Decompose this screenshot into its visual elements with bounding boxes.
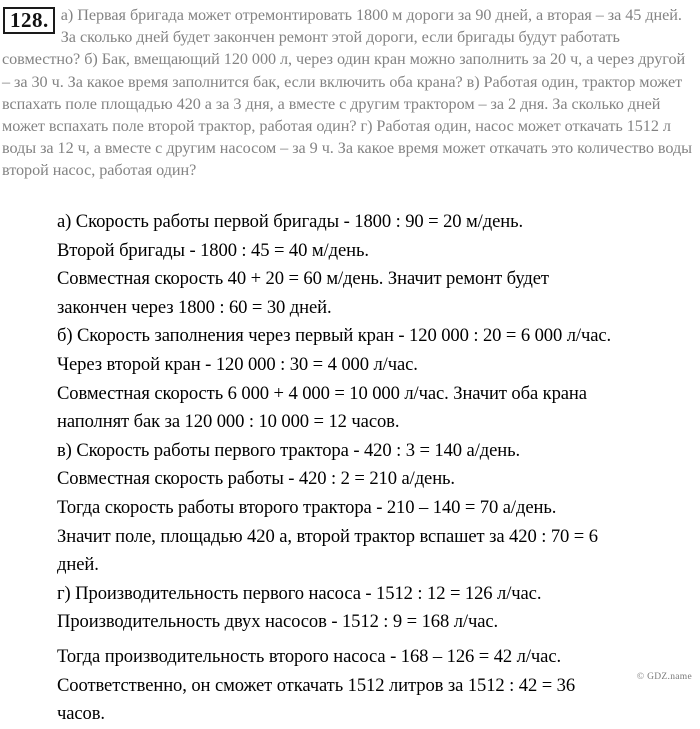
solution-line: Тогда скорость работы второго трактора - 210 – 140 = 70 а/день. — [57, 496, 557, 518]
solution-line: б) Скорость заполнения через первый кран - 120 000 : 20 = 6 000 л/час. — [57, 325, 612, 347]
solution-line: Второй бригады - 1800 : 45 = 40 м/день. — [57, 239, 369, 261]
solution-block — [57, 208, 672, 729]
solution-line: Совместная скорость 40 + 20 = 60 м/день. Значит ремонт будет — [57, 268, 549, 290]
solution-line: наполнят бак за 120 000 : 10 000 = 12 часов. — [57, 411, 400, 433]
solution-line: Значит поле, площадью 420 а, второй трактор вспашет за 420 : 70 = 6 — [57, 525, 598, 547]
problem-paragraph-d: г) Работая один, насос может откачать 1512 л воды за 12 ч, а вместе с другим насосом – за 9 ч. За какое время может откачать это количество воды второй насос, работая один? — [2, 117, 692, 180]
copyright-watermark: © GDZ.name — [636, 672, 692, 682]
problem-paragraph-a: а) Первая бригада может отремонтировать 1800 м дороги за 90 дней, а вторая – за 45 дней. За сколько дней будет закончен ремонт этой дороги, если бригады будут работать совместно? — [2, 6, 682, 69]
solution-line: Тогда производительность второго насоса - 168 – 126 = 42 л/час. — [57, 645, 562, 667]
solution-line: Совместная скорость работы - 420 : 2 = 210 а/день. — [57, 468, 455, 490]
solution-line: закончен через 1800 : 60 = 30 дней. — [57, 296, 332, 318]
solution-line: а) Скорость работы первой бригады - 1800 : 90 = 20 м/день. — [57, 211, 524, 232]
solution-line: Совместная скорость 6 000 + 4 000 = 10 000 л/час. Значит оба крана — [57, 382, 587, 404]
problem-text — [0, 4, 700, 182]
problem-paragraph-c: в) Работая один, трактор может вспахать поле площадью 420 а за 3 дня, а вместе с другим трактором – за 2 дня. За сколько дней может вспахать поле второй трактор, работая один? — [2, 72, 683, 136]
exercise-number-badge: 128. — [3, 7, 55, 34]
solution-line: часов. — [57, 703, 105, 725]
problem-statement-block — [0, 4, 700, 182]
solution-line: г) Производительность первого насоса - 1512 : 12 = 126 л/час. — [57, 582, 542, 604]
problem-paragraph-b: б) Бак, вмещающий 120 000 л, через один кран можно заполнить за 20 ч, а через другой – за 30 ч. За какое время заполнится бак, если включить оба крана? — [2, 50, 686, 91]
solution-line: в) Скорость работы первого трактора - 420 : 3 = 140 а/день. — [57, 439, 521, 461]
solution-line: дней. — [57, 554, 99, 576]
solution-line: Соответственно, он сможет откачать 1512 литров за 1512 : 42 = 36 — [57, 674, 576, 696]
solution-line: Через второй кран - 120 000 : 30 = 4 000 л/час. — [57, 353, 418, 375]
solution-line: Производительность двух насосов - 1512 : 9 = 168 л/час. — [57, 611, 499, 633]
